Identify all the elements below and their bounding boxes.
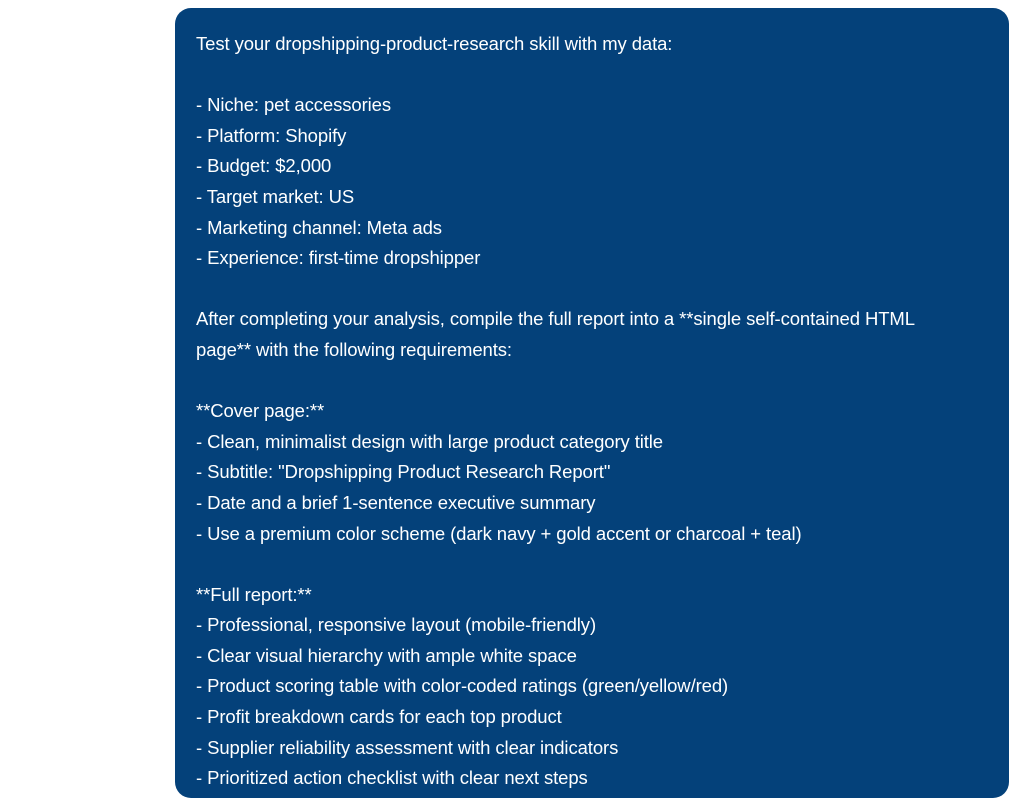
input-item-budget: - Budget: $2,000 [196, 155, 332, 177]
input-item-marketing-channel: - Marketing channel: Meta ads [196, 216, 442, 238]
report-item: - Clear visual hierarchy with ample white space [196, 644, 577, 666]
cover-item: - Subtitle: "Dropshipping Product Research Report" [196, 461, 611, 483]
report-item: - Supplier reliability assessment with clear indicators [196, 736, 619, 758]
cover-item: - Clean, minimalist design with large product category title [196, 430, 663, 452]
instruction-line: After completing your analysis, compile the full report into a **single self-contained HTML [196, 308, 915, 330]
cover-item: - Use a premium color scheme (dark navy + gold accent or charcoal + teal) [196, 522, 802, 544]
instruction-line: page** with the following requirements: [196, 338, 512, 360]
report-item: - Professional, responsive layout (mobile-friendly) [196, 614, 597, 636]
report-item: - Profit breakdown cards for each top product [196, 706, 562, 728]
cover-item: - Date and a brief 1-sentence executive summary [196, 491, 596, 513]
blank-line [196, 60, 989, 91]
cover-page-heading: **Cover page:** [196, 400, 325, 422]
user-message-bubble [175, 8, 1009, 798]
input-item-target-market: - Target market: US [196, 185, 355, 207]
full-report-heading: **Full report:** [196, 583, 312, 605]
blank-line [196, 549, 989, 580]
report-item: - Prioritized action checklist with clear next steps [196, 767, 588, 789]
blank-line [196, 366, 989, 397]
message-intro: Test your dropshipping-product-research skill with my data: [196, 33, 673, 54]
input-item-platform: - Platform: Shopify [196, 124, 347, 146]
input-item-experience: - Experience: first-time dropshipper [196, 247, 481, 269]
input-item-niche: - Niche: pet accessories [196, 94, 392, 116]
blank-line [196, 274, 989, 305]
report-item: - Product scoring table with color-coded ratings (green/yellow/red) [196, 675, 729, 697]
